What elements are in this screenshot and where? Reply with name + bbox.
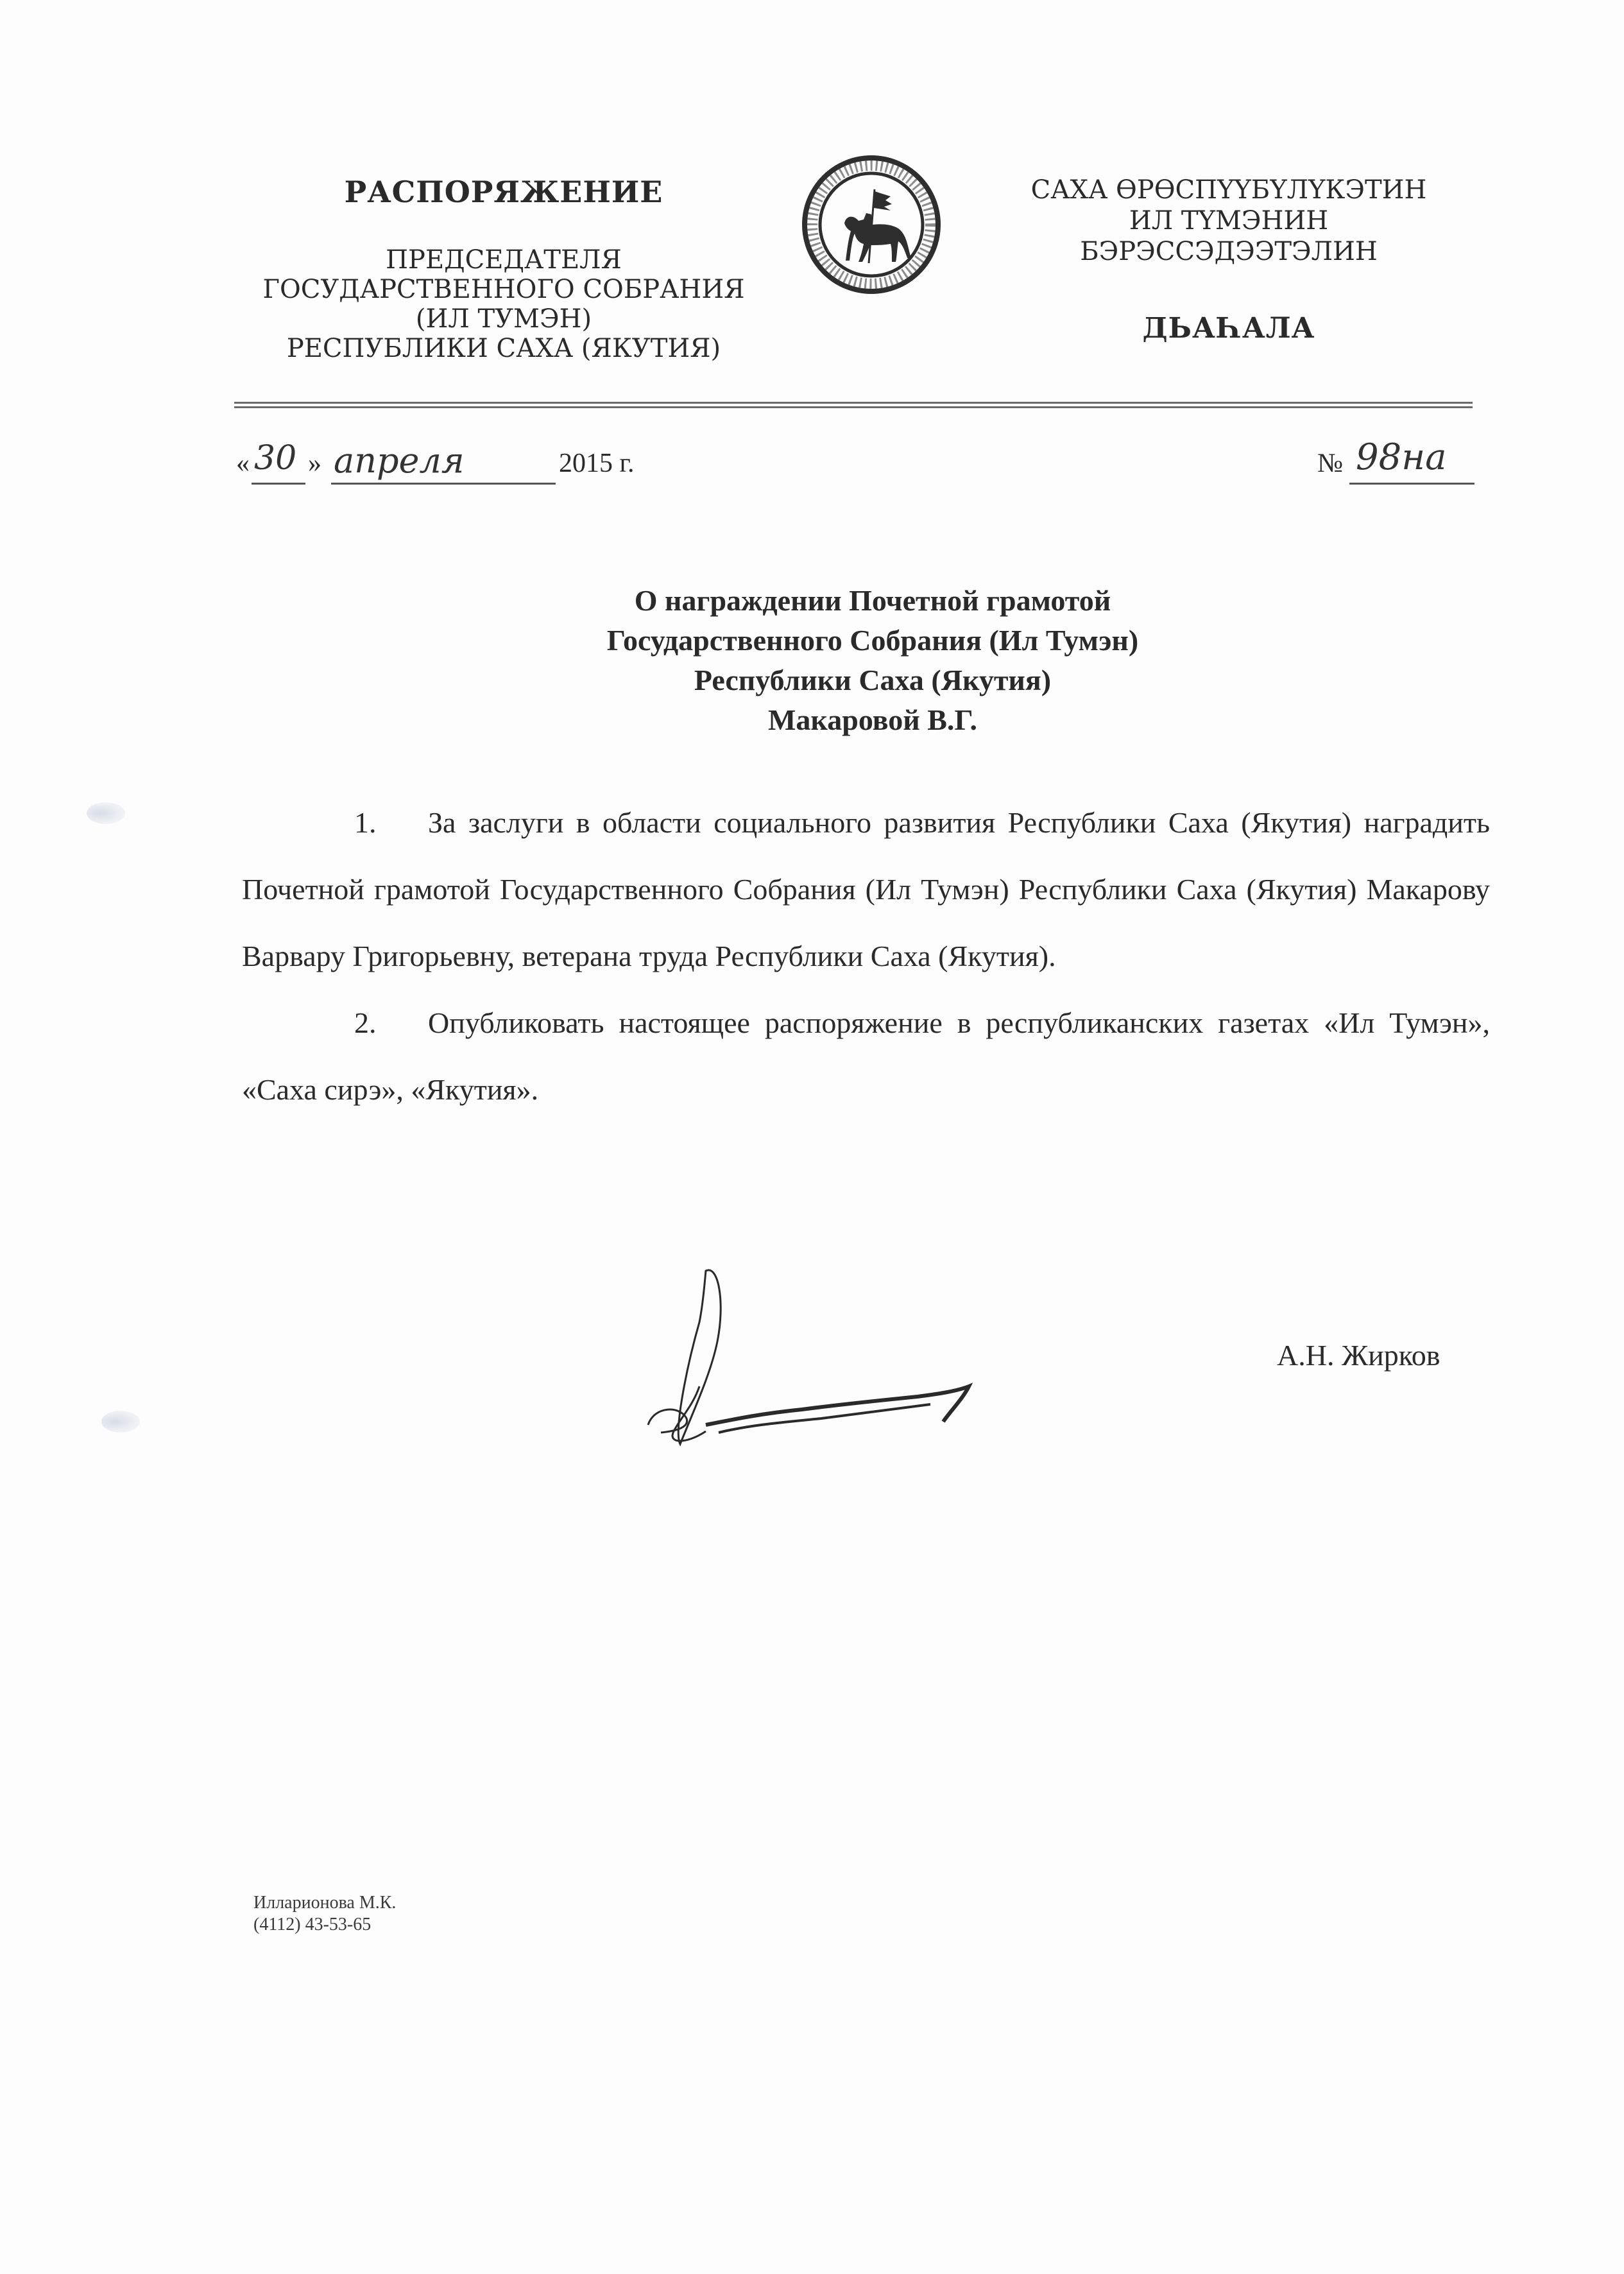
contact-name: Илларионова М.К.	[253, 1893, 397, 1913]
paragraph-1	[242, 789, 1490, 990]
header-left-line: ГОСУДАРСТВЕННОГО СОБРАНИЯ	[262, 275, 745, 304]
paragraph-number: 1.	[354, 806, 377, 839]
handwritten-signature	[635, 1264, 1059, 1457]
contact-info	[253, 1892, 396, 1936]
signer-name: А.Н. Жирков	[1277, 1339, 1440, 1372]
punch-hole-top	[87, 802, 125, 824]
header-left-line: (ИЛ ТУМЭН)	[415, 304, 592, 334]
document-body	[242, 789, 1490, 1123]
paragraph-2	[242, 990, 1490, 1123]
header-left-title: РАСПОРЯЖЕНИЕ	[344, 175, 663, 209]
paragraph-text: За заслуги в области социального развития Республики Саха (Якутия) наградить Почетной грамотой Государственного Собрания (Ил Тумэн) Республики Саха (Якутия) Макарову Варвару Григорьевну, ветерана труда Республики Саха (Якутия).	[242, 806, 1490, 972]
title-line: Республики Саха (Якутия)	[694, 664, 1052, 696]
date-month-underline	[331, 483, 556, 485]
document-number-handwritten: 98на	[1356, 436, 1447, 478]
title-line: О награждении Почетной грамотой	[634, 584, 1111, 617]
punch-hole-bottom	[101, 1411, 140, 1433]
date-year: 2015 г.	[559, 449, 635, 478]
date-close-quote: »	[308, 449, 321, 478]
header-right-title: ДЬАҺАЛА	[1142, 312, 1315, 345]
date-day-underline	[252, 483, 305, 485]
date-day-handwritten: 30	[254, 439, 297, 478]
seal-emblem-icon	[801, 154, 942, 295]
date-open-quote: «	[236, 449, 250, 478]
header-right-line: БЭРЭССЭДЭЭТЭЛИН	[1080, 237, 1378, 266]
header-left	[237, 175, 770, 363]
paragraph-number: 2.	[354, 1006, 377, 1039]
header-left-line: ПРЕДСЕДАТЕЛЯ	[386, 245, 622, 275]
header-divider	[234, 402, 1473, 409]
title-line: Государственного Собрания (Ил Тумэн)	[606, 624, 1139, 657]
number-underline	[1349, 483, 1474, 485]
header-right	[975, 175, 1482, 345]
date-month-handwritten: апреля	[334, 440, 465, 481]
document-title	[385, 581, 1360, 740]
contact-phone: (4112) 43-53-65	[253, 1915, 372, 1934]
paragraph-text: Опубликовать настоящее распоряжение в республиканских газетах «Ил Тумэн», «Саха сирэ», «Якутия».	[242, 1006, 1490, 1106]
number-label: №	[1317, 449, 1344, 478]
date-number-line	[236, 436, 1487, 494]
header-left-line: РЕСПУБЛИКИ САХА (ЯКУТИЯ)	[286, 334, 721, 363]
header-right-line: САХА ӨРӨСПҮҮБҮЛҮКЭТИН	[1030, 175, 1427, 205]
title-line: Макаровой В.Г.	[768, 703, 977, 736]
header-right-line: ИЛ ТҮМЭНИН	[1129, 206, 1329, 236]
